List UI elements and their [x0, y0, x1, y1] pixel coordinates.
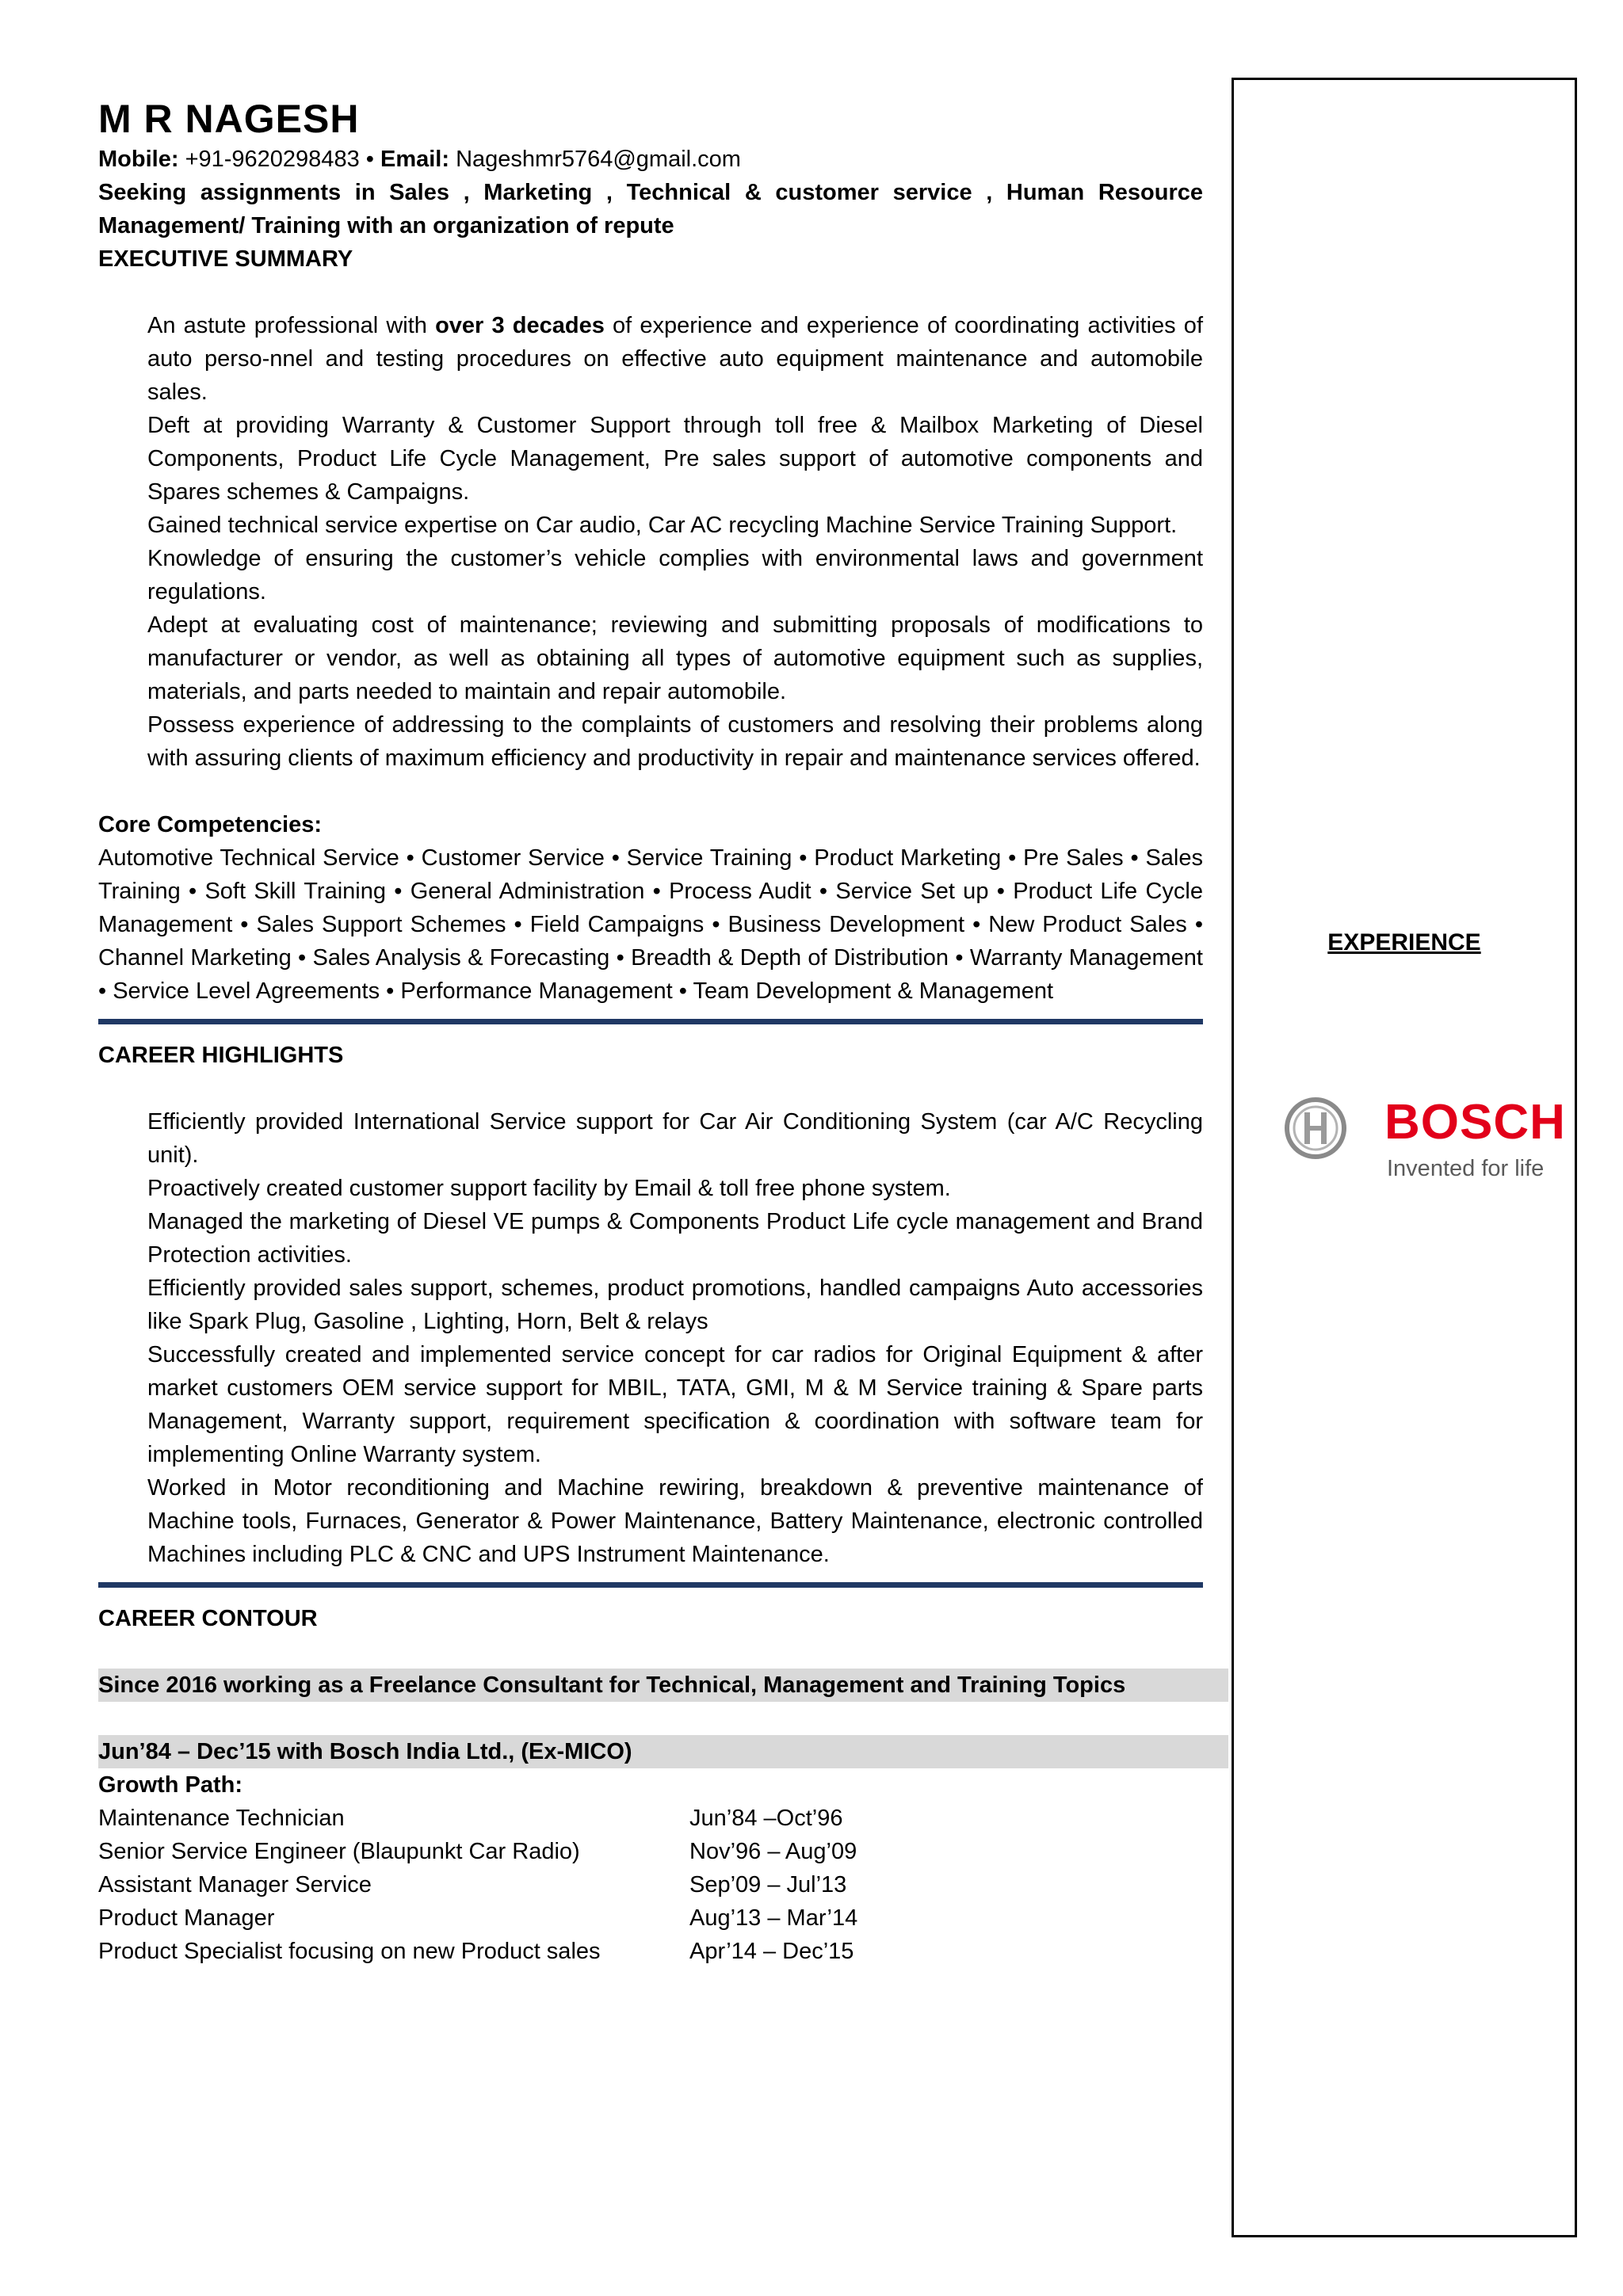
list-item: Possess experience of addressing to the complaints of customers and resolving their problems along with assuring clients of maximum efficiency and productivity in repair and maintenance services offered. [147, 712, 1203, 771]
table-row: Product Specialist focusing on new Product sales Apr’14 – Dec’15 [98, 1939, 854, 1964]
bosch-wordmark: BOSCH [1384, 1095, 1566, 1150]
career-contour-heading: CAREER CONTOUR [98, 1606, 318, 1631]
objective-statement: Seeking assignments in Sales , Marketing , Technical & customer service , Human Resource Management/ Training with an organization of repute [98, 180, 1203, 238]
growth-path-table [98, 1802, 857, 1968]
list-item: An astute professional with over 3 decades of experience and experience of coordinating activities of auto perso-nnel and testing procedures on effective auto equipment maintenance and automobile sales. [147, 313, 1203, 405]
highlights-list [98, 1105, 1203, 1571]
bosch-tagline: Invented for life [1387, 1156, 1545, 1181]
bosch-logo [1266, 1095, 1566, 1199]
mobile-label: Mobile: [98, 147, 179, 172]
main-column [98, 95, 1203, 1968]
mobile-number: +91-9620298483 [185, 147, 360, 172]
list-item: Efficiently provided International Service support for Car Air Conditioning System (car A/C Recycling unit). [147, 1109, 1203, 1168]
list-item: Gained technical service expertise on Car audio, Car AC recycling Machine Service Training Support. [147, 513, 1178, 538]
list-item: Knowledge of ensuring the customer’s vehicle complies with environmental laws and government regulations. [147, 546, 1203, 605]
core-competencies-heading: Core Competencies: [98, 812, 323, 837]
table-row: Senior Service Engineer (Blaupunkt Car Radio) Nov’96 – Aug’09 [98, 1839, 857, 1864]
career-highlights-heading: CAREER HIGHLIGHTS [98, 1043, 344, 1068]
list-item: Efficiently provided sales support, schemes, product promotions, handled campaigns Auto accessories like Spark Plug, Gasoline , Lighting, Horn, Belt & relays [147, 1276, 1203, 1334]
email-label: Email: [380, 147, 450, 172]
growth-path-heading: Growth Path: [98, 1772, 243, 1798]
experience-sidebar [1232, 78, 1577, 2237]
experience-heading: EXPERIENCE [1327, 929, 1481, 955]
section-divider [98, 1019, 1203, 1024]
list-item: Proactively created customer support facility by Email & toll free phone system. [147, 1176, 951, 1201]
list-item: Managed the marketing of Diesel VE pumps & Components Product Life cycle management and Brand Protection activities. [147, 1209, 1203, 1268]
section-divider [98, 1582, 1203, 1588]
contact-line [98, 143, 1203, 176]
candidate-name: M R NAGESH [98, 97, 360, 141]
summary-list [98, 309, 1203, 775]
table-row: Product Manager Aug’13 – Mar’14 [98, 1905, 858, 1931]
bosch-employment-banner: Jun’84 – Dec’15 with Bosch India Ltd., (Ex-MICO) [98, 1735, 1228, 1768]
contact-separator: • [365, 147, 374, 172]
email-address: Nageshmr5764@gmail.com [456, 147, 741, 172]
bosch-armature-icon [1266, 1097, 1369, 1160]
list-item: Adept at evaluating cost of maintenance; reviewing and submitting proposals of modifications to manufacturer or vendor, as well as obtaining all types of automotive equipment such as supplies, materials, and parts needed to maintain and repair automobile. [147, 612, 1203, 704]
list-item: Deft at providing Warranty & Customer Support through toll free & Mailbox Marketing of Diesel Components, Product Life Cycle Management, Pre sales support of automotive components and Spares schemes & Campaigns. [147, 413, 1203, 505]
list-item: Worked in Motor reconditioning and Machine rewiring, breakdown & preventive maintenance of Machine tools, Furnaces, Generator & Power Maintenance, Battery Maintenance, electronic controlled Machines including PLC & CNC and UPS Instrument Maintenance. [147, 1475, 1203, 1567]
table-row: Assistant Manager Service Sep’09 – Jul’13 [98, 1872, 847, 1897]
core-competencies-text: Automotive Technical Service • Customer Service • Service Training • Product Marketing • Pre Sales • Sales Training • Soft Skill Training • General Administration • Process Audit • Service Set up • Product Life Cycle Management • Sales Support Schemes • Field Campaigns • Business Development • New Product Sales • Channel Marketing • Sales Analysis & Forecasting • Breadth & Depth of Distribution • Warranty Management • Service Level Agreements • Performance Management • Team Development & Management [98, 845, 1203, 1004]
freelance-banner: Since 2016 working as a Freelance Consultant for Technical, Management and Training Topics [98, 1669, 1228, 1702]
executive-summary-heading: EXECUTIVE SUMMARY [98, 246, 353, 272]
list-item: Successfully created and implemented service concept for car radios for Original Equipment & after market customers OEM service support for MBIL, TATA, GMI, M & M Service training & Spare parts Management, Warranty support, requirement specification & coordination with software team for implementing Online Warranty system. [147, 1342, 1203, 1467]
table-row: Maintenance Technician Jun’84 –Oct’96 [98, 1806, 843, 1831]
